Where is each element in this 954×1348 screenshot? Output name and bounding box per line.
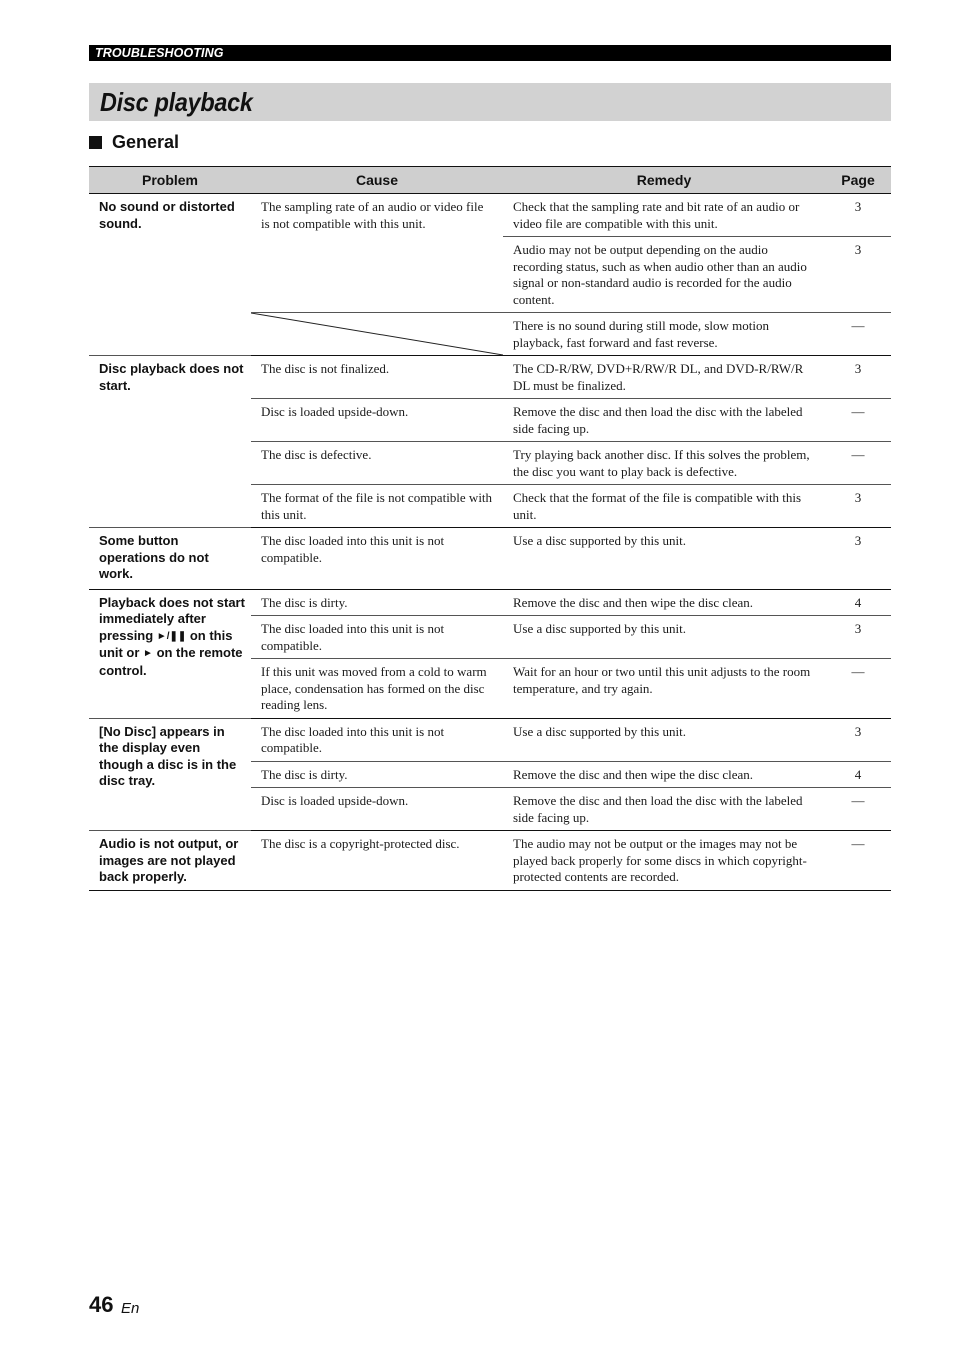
remedy-cell: Use a disc supported by this unit. (503, 528, 825, 590)
page-cell: — (825, 442, 891, 485)
problem-text-part: on the remote control. (99, 645, 243, 678)
page-cell: 4 (825, 589, 891, 616)
section-header-bar (89, 45, 891, 61)
square-bullet-icon (89, 136, 102, 149)
problem-cell: Disc playback does not start. (89, 356, 251, 528)
page-language: En (121, 1300, 140, 1317)
remedy-cell: Check that the format of the file is compatible with this unit. (503, 485, 825, 528)
remedy-cell: Remove the disc and then load the disc with the labeled side facing up. (503, 788, 825, 831)
page-cell: — (825, 659, 891, 719)
table-row (89, 589, 891, 616)
remedy-cell: Wait for an hour or two until this unit adjusts to the room temperature, and try again. (503, 659, 825, 719)
page-cell: 3 (825, 485, 891, 528)
cause-cell: The disc is dirty. (251, 589, 503, 616)
page-cell: 3 (825, 194, 891, 237)
cause-cell: Disc is loaded upside-down. (251, 399, 503, 442)
cause-cell: The format of the file is not compatible with this unit. (251, 485, 503, 528)
problem-cell: [No Disc] appears in the display even though a disc is in the disc tray. (89, 718, 251, 831)
problem-cell: Audio is not output, or images are not played back properly. (89, 831, 251, 891)
diagonal-strike (251, 313, 503, 355)
remedy-cell: Try playing back another disc. If this solves the problem, the disc you want to play back is defective. (503, 442, 825, 485)
play-pause-icon: ►/❚❚ (156, 630, 187, 642)
cause-cell: The sampling rate of an audio or video file is not compatible with this unit. (251, 194, 503, 313)
problem-cell: No sound or distorted sound. (89, 194, 251, 356)
cause-cell: The disc loaded into this unit is not compatible. (251, 718, 503, 761)
page-cell: 3 (825, 356, 891, 399)
remedy-cell: Use a disc supported by this unit. (503, 718, 825, 761)
page-cell: — (825, 788, 891, 831)
page-cell: — (825, 399, 891, 442)
page-cell: — (825, 313, 891, 356)
table-row (89, 718, 891, 761)
column-header-page: Page (825, 167, 891, 194)
page-cell: 3 (825, 237, 891, 313)
page-cell: 4 (825, 761, 891, 788)
play-icon: ► (143, 648, 153, 659)
table-header-row (89, 167, 891, 194)
remedy-cell: The audio may not be output or the images may not be played back properly for some discs in which copyright-protected contents are recorded. (503, 831, 825, 891)
problem-cell (89, 589, 251, 718)
troubleshooting-table (89, 166, 891, 891)
remedy-cell: There is no sound during still mode, slow motion playback, fast forward and fast reverse. (503, 313, 825, 356)
problem-text-part: on this unit or (99, 627, 233, 660)
table-row (89, 194, 891, 237)
cause-cell: The disc is dirty. (251, 761, 503, 788)
title-band (89, 83, 891, 121)
cause-cell: Disc is loaded upside-down. (251, 788, 503, 831)
table-row (89, 831, 891, 891)
remedy-cell: Remove the disc and then wipe the disc clean. (503, 589, 825, 616)
remedy-cell: Use a disc supported by this unit. (503, 616, 825, 659)
problem-text-part: Playback does not start immediately after pressing (99, 594, 245, 643)
cause-cell: If this unit was moved from a cold to warm place, condensation has formed on the disc reading lens. (251, 659, 503, 719)
cause-cell: The disc is defective. (251, 442, 503, 485)
remedy-cell: Remove the disc and then wipe the disc clean. (503, 761, 825, 788)
cause-cell: The disc loaded into this unit is not compatible. (251, 616, 503, 659)
table-row (89, 528, 891, 590)
page-cell: 3 (825, 616, 891, 659)
remedy-cell: Check that the sampling rate and bit rate of an audio or video file are compatible with this unit. (503, 194, 825, 237)
column-header-problem: Problem (89, 167, 251, 194)
subheading-label: General (112, 131, 180, 152)
problem-cell: Some button operations do not work. (89, 528, 251, 590)
page-title: Disc playback (100, 87, 253, 117)
column-header-cause: Cause (251, 167, 503, 194)
column-header-remedy: Remedy (503, 167, 825, 194)
remedy-cell: Audio may not be output depending on the audio recording status, such as when audio other than an audio signal or non-standard audio is recorded for the audio content. (503, 237, 825, 313)
subheading (89, 131, 179, 153)
page-cell: 3 (825, 528, 891, 590)
cause-cell: The disc is a copyright-protected disc. (251, 831, 503, 891)
cause-cell-empty-diagonal (251, 313, 503, 356)
page-cell: 3 (825, 718, 891, 761)
remedy-cell: Remove the disc and then load the disc with the labeled side facing up. (503, 399, 825, 442)
page-number: 46 (89, 1292, 114, 1317)
remedy-cell: The CD-R/RW, DVD+R/RW/R DL, and DVD-R/RW/R DL must be finalized. (503, 356, 825, 399)
cause-cell: The disc is not finalized. (251, 356, 503, 399)
section-label: TROUBLESHOOTING (95, 46, 224, 60)
cause-cell: The disc loaded into this unit is not compatible. (251, 528, 503, 590)
page-cell: — (825, 831, 891, 891)
table-row (89, 356, 891, 399)
